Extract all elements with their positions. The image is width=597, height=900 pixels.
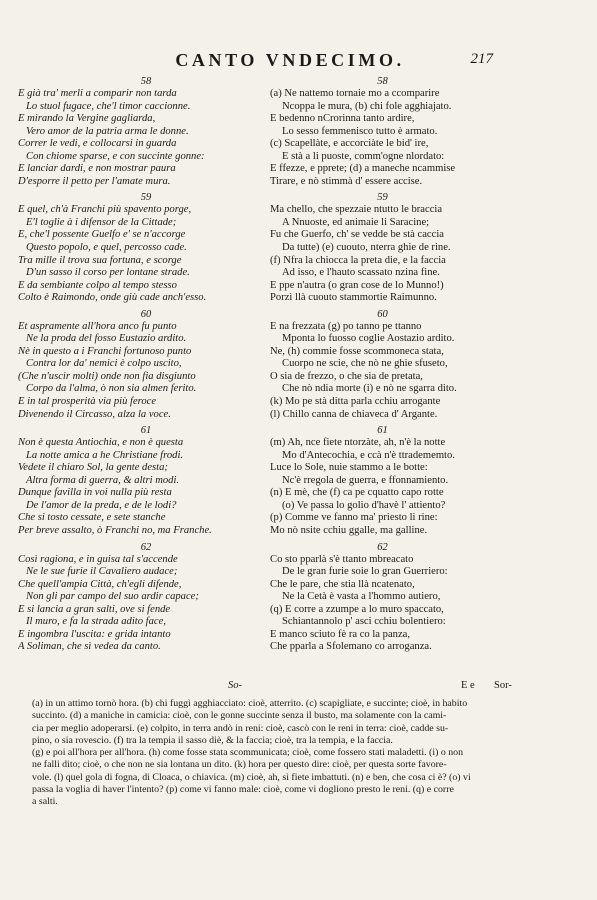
verse-line: Che le pare, che stia llà ncatenato, <box>270 578 415 590</box>
verse-line: D'un sasso il corso per lontane strade. <box>26 267 190 279</box>
verse-line: E in tal prosperità via più feroce <box>18 396 157 408</box>
footnote-line: cia per meglio adoperarsi. (e) colpito, in terra andò in reni: cioè, cascò con le reni in terra: cioè, cadde su- <box>32 722 449 734</box>
verse-line: Tra mille il trova sua fortuna, e scorge <box>18 254 182 266</box>
verse-line: Il muro, e fa la strada adito face, <box>26 616 166 628</box>
verse-line: O sia de frezzo, o che sia de pretata, <box>270 370 423 382</box>
catchword-right-first: E e <box>461 680 475 691</box>
verse-line: (q) E corre a zzumpe a lo muro spaccato, <box>270 603 444 615</box>
verse-line: Che pparla a Sfolemano co arroganza. <box>270 641 432 653</box>
verse-line: (f) Nfra la chiocca la preta die, e la faccia <box>270 254 446 266</box>
verse-line: Ma chello, che spezzaie ntutto le braccia <box>270 204 443 216</box>
verse-line: E na frezzata (g) po tanno pe ttanno <box>270 320 422 332</box>
verse-line: (n) E mè, che (f) ca pe cquatto capo rotte <box>270 487 444 499</box>
verse-line: Corpo da l'alma, ò non sia almen ferito. <box>26 383 197 395</box>
verse-line: Luce lo Sole, nuie stammo a le botte: <box>270 462 428 474</box>
stanza-number: 61 <box>377 425 388 437</box>
verse-line: E ppe n'autra (o gran cose de lo Munno!) <box>270 279 444 291</box>
footnote-line: passa la voglia di haver l'intento? (p) come vi fanno male: cioè, come vi dogliono presto le reni. (q) e corre <box>32 784 454 796</box>
verse-line: Ne la proda del fosso Eustazio ardito. <box>26 333 187 345</box>
verse-line: Contra lor da' nemici è colpo uscito, <box>26 358 182 370</box>
verse-line: Divenendo il Circasso, alza la voce. <box>18 408 171 420</box>
verse-line: E da sembiante colpo al tempo stesso <box>18 279 177 291</box>
verse-line: E mirando la Vergine gagliarda, <box>18 113 156 125</box>
footnote-line: a salti. <box>32 796 58 808</box>
verse-line: Ne, (h) commie fosse scommoneca stata, <box>270 345 444 357</box>
stanza <box>18 425 266 537</box>
footnote-line: ne falli dito; cioè, o che non ne sia lontana un dito. (k) hora per questo dire: cioè, per questa sorte favore- <box>32 759 447 771</box>
verse-line: Fu che Guerfo, ch' se vedde be stà caccia <box>270 229 444 241</box>
verse-line: Con chiome sparse, e con succinte gonne: <box>26 150 205 162</box>
verse-line: Tirare, e nò stimmà d' essere accise. <box>270 175 423 187</box>
stanza-number: 58 <box>377 76 388 87</box>
verse-line: E manco sciuto fè ra co la panza, <box>270 628 411 640</box>
verse-line: Ne la Cetà è vasta a l'hommo autiero, <box>282 591 441 603</box>
verse-line: (m) Ah, nce fiete ntorzàte, ah, n'è la notte <box>270 437 446 449</box>
stanza-number: 59 <box>377 192 388 204</box>
verse-line: E quel, ch'à Franchi più spavento porge, <box>18 204 192 216</box>
neapolitan-verse-column <box>270 76 515 658</box>
stanza-number: 59 <box>140 192 152 204</box>
verse-line: Da tutte) (e) cuouto, nterra ghie de rine. <box>282 242 451 254</box>
verse-line: D'esporre il petto per l'amate mura. <box>18 175 171 187</box>
footnote-line: pino, o sia rovescio. (f) tra la tempia il sasso diè, & la faccia; cioè, tra la tempia, e la faccia. <box>32 734 393 746</box>
verse-line: Vedete il chiaro Sol, la gente desta; <box>18 462 168 474</box>
verse-line: Colto è Raimondo, onde giù cade anch'esso. <box>18 292 207 304</box>
verse-line: Per breve assalto, ò Franchi no, ma Franche. <box>18 524 212 536</box>
verse-line: Ad isso, e l'hauto scassato nzina fine. <box>282 267 440 279</box>
verse-line: Mo nò nsite cchiu ggalle, ma galline. <box>270 524 428 536</box>
stanza-number: 58 <box>140 76 152 87</box>
verse-line: Et aspramente all'hora anco fu punto <box>18 320 177 332</box>
verse-line: A Soliman, che sì vedea da canto. <box>18 641 161 653</box>
verse-line: Mo d'Antecochia, e ccà n'è ttradememto. <box>282 449 455 461</box>
verse-line: Lo sesso femmenisco tutto è armato. <box>282 125 438 137</box>
stanza <box>18 309 266 421</box>
glossary-footnotes <box>32 698 504 809</box>
stanza-number: 61 <box>140 425 152 437</box>
verse-line: Non gli par campo del suo ardir capace; <box>26 591 199 603</box>
stanza <box>18 192 266 304</box>
verse-line: Ne le sue furie il Cavaliero audace; <box>26 566 178 578</box>
catchword-right-second: Sor- <box>494 680 512 691</box>
stanza <box>270 76 515 188</box>
verse-line: Dunque favilla in voi nulla più resta <box>18 487 172 499</box>
verse-line: A Nnuoste, ed animaie li Saracine; <box>282 216 430 228</box>
verse-line: De l'amor de la preda, e de le lodi? <box>26 499 177 511</box>
verse-line: (c) Scapellàte, e accorciàte le bid' ire, <box>270 138 429 150</box>
verse-line: E'l toglie à i difensor de la Cittade; <box>26 216 177 228</box>
verse-line: (l) Chillo canna de chiaveca d' Argante. <box>270 408 438 420</box>
verse-line: E stà a li puoste, comm'ogne nlordato: <box>282 150 445 162</box>
verse-line: E ffezze, e pprete; (d) a maneche ncammise <box>270 163 456 175</box>
stanza-number: 60 <box>377 308 388 320</box>
verse-line: Altra forma di guerra, & altri modi. <box>26 474 180 486</box>
verse-line: (a) Ne nattemo tornaie mo a ccomparire <box>270 88 440 99</box>
verse-line: Che nò ndia morte (i) e nò ne sgarra dito. <box>282 383 457 395</box>
verse-line: Che si tosto cessate, e sete stanche <box>18 512 166 524</box>
verse-line: (k) Mo pe stà ditta parla cchiu arrogante <box>270 396 441 408</box>
verse-line: La notte amica a he Christiane frodi. <box>26 449 184 461</box>
footnote-line: vole. (l) quel gola di fogna, di Cloaca, o chiavica. (m) cioè, ah, sì fiete imbattuti. (n) e ben, che cosa ci è? (o) vi <box>32 771 471 783</box>
verse-line: Nè in questo a i Franchi fortunoso punto <box>18 345 192 357</box>
stanza <box>18 542 266 654</box>
canto-title: CANTO VNDECIMO. <box>175 50 405 70</box>
verse-line: Questo popolo, e quel, percosso cade. <box>26 242 187 254</box>
verse-line: Correr le vedi, e collocarsi in guarda <box>18 138 177 150</box>
verse-line: Mponta lo fuosso coglie Aostazio ardito. <box>282 333 455 345</box>
verse-line: (Che n'uscir molti) onde non fia disgiunto <box>18 370 196 382</box>
stanza <box>270 192 515 304</box>
stanza <box>270 425 515 537</box>
verse-line: E, che'l possente Guelfo e' se n'accorge <box>18 229 186 241</box>
verse-line: E si lancia a gran salti, ove si fende <box>18 603 171 615</box>
verse-line: De le gran furie soie lo gran Guerriero: <box>282 566 448 578</box>
page-header <box>0 50 597 74</box>
footnote-line: (a) in un attimo tornò hora. (b) chi fuggì agghiacciato: cioè, atterrito. (c) scapigliate, e succinte; cioè, in habito <box>32 698 468 709</box>
stanza-number: 62 <box>140 541 152 553</box>
verse-line: Schiantannolo p' asci cchiu bolentiero: <box>282 616 446 628</box>
verse-line: E bedenno nCrorinna tanto ardire, <box>270 113 415 125</box>
footnote-line: succinto. (d) a maniche in camicia: cioè, con le gonne succinte senza il busto, ma solamente con la cami- <box>32 710 447 722</box>
verse-line: Così ragiona, e in guisa tal s'accende <box>18 553 178 565</box>
verse-line: Ncoppa le mura, (b) chi fole agghiajato. <box>282 100 452 112</box>
catchword-left: So- <box>228 680 242 691</box>
verse-line: Lo stuol fugace, che'l timor caccionne. <box>26 100 191 112</box>
footnote-line: (g) e poi all'hora per all'hora. (h) come fosse stata scommunicata; cioè, come fossero stati maladetti. (i) o non <box>32 747 464 759</box>
verse-line: Co sto pparlà s'è ttanto mbreacato <box>270 553 414 565</box>
stanza <box>270 542 515 654</box>
stanza-number: 60 <box>140 308 152 320</box>
verse-line: Nc'è rregola de guerra, e ffonnamiento. <box>282 474 449 486</box>
verse-line: Che quell'ampia Città, ch'egli difende, <box>18 578 182 590</box>
verse-line: E ingombra l'uscita: e grida intanto <box>18 628 171 640</box>
verse-line: E già tra' merli a comparir non tarda <box>18 88 177 99</box>
verse-line: (p) Comme ve fanno ma' priesto li rine: <box>270 512 438 524</box>
page-number: 217 <box>470 51 493 67</box>
italian-verse-column <box>18 76 266 658</box>
verse-line: E lanciar dardi, e non mostrar paura <box>18 163 176 175</box>
stanza <box>270 309 515 421</box>
verse-line: Non è questa Antiochia, e non è questa <box>18 437 184 449</box>
stanza-number: 62 <box>377 541 388 553</box>
verse-line: Vero amor de la patria arma le donne. <box>26 125 189 137</box>
verse-line: (o) Ve passa lo golio d'havè l' attiento? <box>282 499 446 511</box>
verse-line: Cuorpo ne scie, che nò ne ghie sfuseto, <box>282 358 448 370</box>
stanza <box>18 76 266 188</box>
verse-line: Porzì llà cuouto stammortie Raimunno. <box>270 292 437 304</box>
